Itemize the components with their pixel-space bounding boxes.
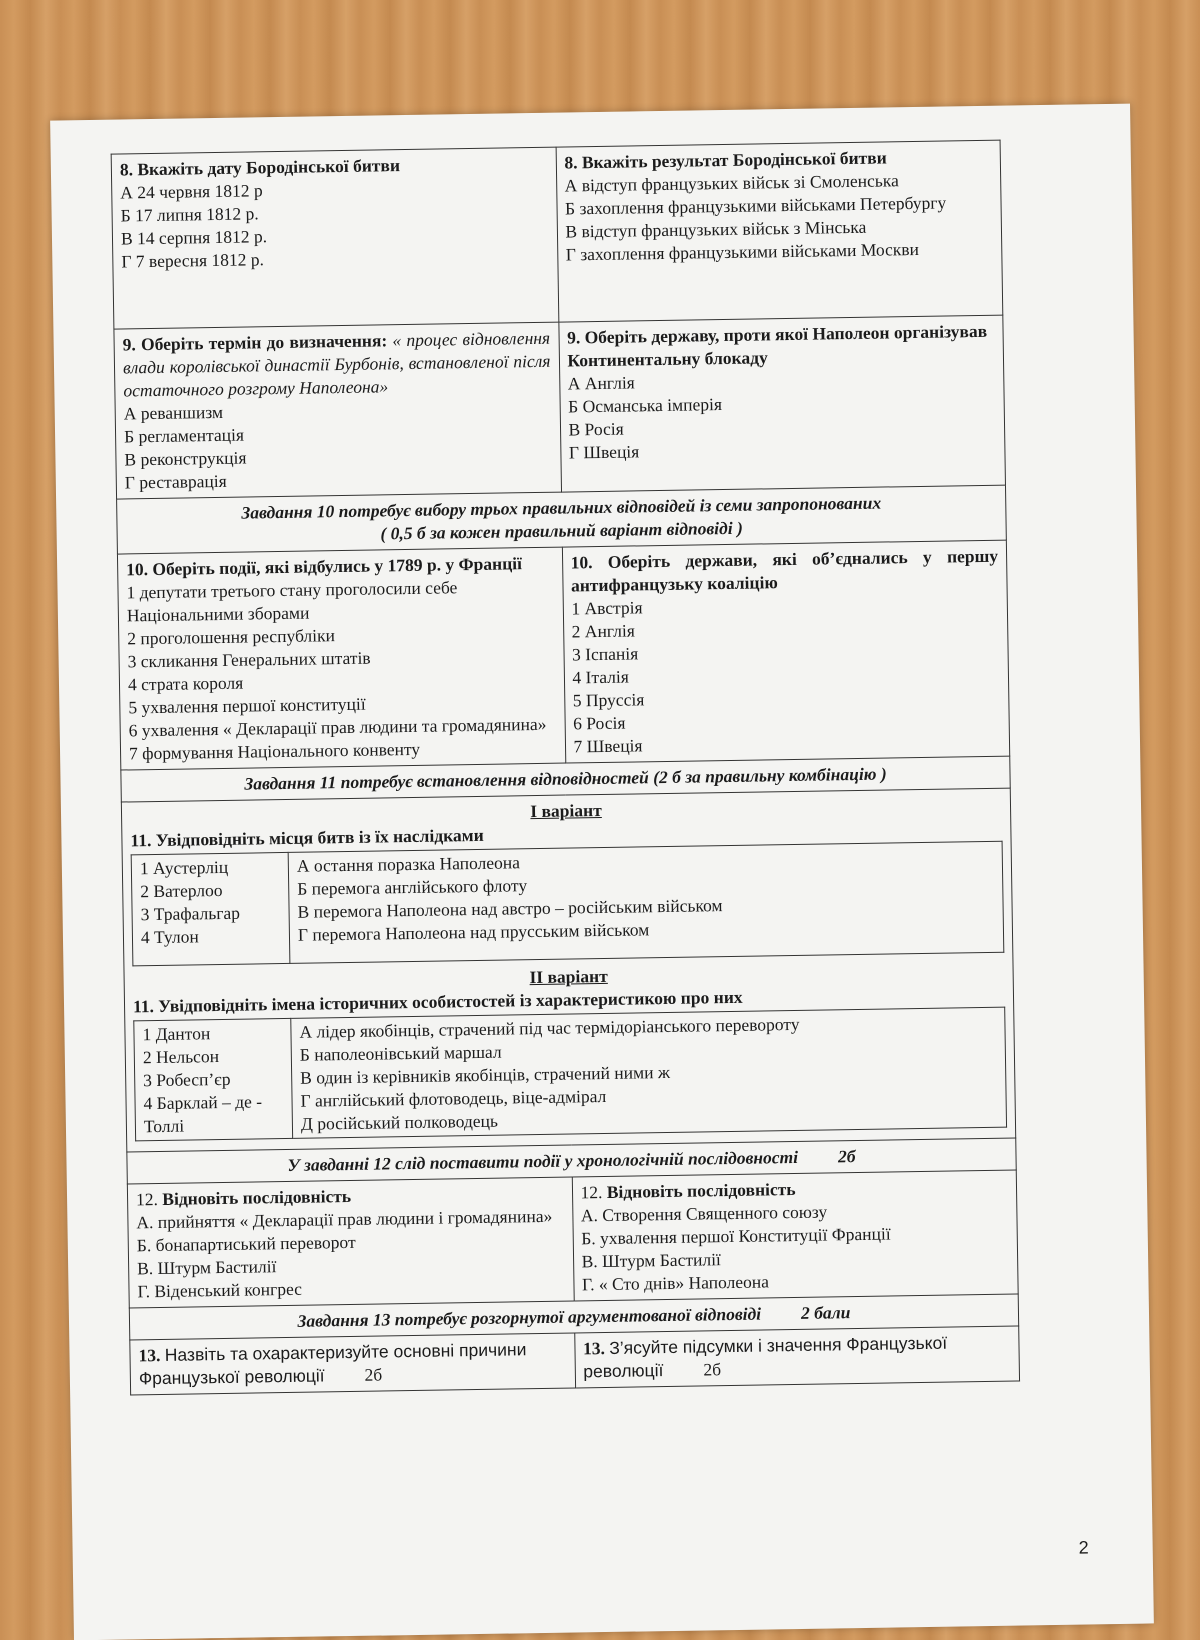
q8-right-option-a: А відступ французьких військ зі Смоленська xyxy=(564,170,899,196)
q9-left-definition: « процес відновлення влади королівської династії Бурбонів, встановленої після остаточного розгрому Наполеона» xyxy=(122,327,551,401)
q13-right-points: 2б xyxy=(703,1359,722,1380)
q8-left-option-a: А 24 червня 1812 р xyxy=(120,180,263,203)
variant-2-right-e: Д російський полководець xyxy=(300,1110,499,1134)
q12-left-title: Відновіть послідовність xyxy=(162,1185,352,1209)
q13-right-text: З’ясуйте підсумки і значення Французької революції xyxy=(583,1332,948,1382)
q13-left-points: 2б xyxy=(364,1364,383,1385)
variant-2-right-column xyxy=(291,1007,1007,1138)
q12-right-option-d: Г. « Сто днів» Наполеона xyxy=(581,1271,770,1295)
variant-2-left-2: 2 Нельсон xyxy=(142,1046,220,1068)
variant-2-match-table xyxy=(133,1007,1007,1142)
paper-sheet xyxy=(50,104,1154,1640)
task-11-cell xyxy=(121,788,1015,1152)
q12-left-option-c: В. Штурм Бастилії xyxy=(137,1256,277,1279)
q8-right-option-c: В відступ французьких військ з Мінська xyxy=(565,216,867,242)
q10-left-option-7: 7 формування Національного конвенту xyxy=(128,738,421,764)
q13-right-num: 13. xyxy=(582,1338,606,1359)
questions-8-9-table xyxy=(111,140,1020,1396)
test-sheet xyxy=(111,140,1020,1396)
q13-left-num: 13. xyxy=(138,1344,161,1366)
q12-left-option-b: Б. бонапартиський переворот xyxy=(136,1231,356,1256)
q9-left-option-b: Б регламентація xyxy=(123,424,245,447)
q12-right-option-b: Б. ухвалення першої Конституції Франції xyxy=(581,1223,891,1249)
q8-right-option-b: Б захоплення французькими військами Петербургу xyxy=(564,192,947,219)
q10-right-option-5: 5 Пруссія xyxy=(572,689,645,711)
banner-task-11: Завдання 11 потребує встановлення відповідностей (2 б за правильну комбінацію ) xyxy=(121,756,1010,802)
q10-left-option-4: 4 страта короля xyxy=(127,672,244,695)
variant-1-right-b: Б перемога англійського флоту xyxy=(297,875,528,899)
q9-right-option-a: А Англія xyxy=(567,372,635,394)
q9-left-option-a: А реваншизм xyxy=(123,401,224,424)
q8-left-cell xyxy=(111,147,558,329)
q12-right-option-c: В. Штурм Бастилії xyxy=(581,1249,721,1272)
q10-right-title: 10. Оберіть держави, які об’єднались у першу антифранцузьку коаліцію xyxy=(570,545,999,596)
variant-2-left-column xyxy=(134,1018,293,1140)
q9-left-option-c: В реконструкція xyxy=(124,447,247,470)
q9-right-option-b: Б Османська імперія xyxy=(568,394,723,417)
q10-left-option-1: 1 депутати третього стану проголосили себе Національними зборами xyxy=(126,577,458,626)
q9-left-cell xyxy=(114,322,561,499)
page-number: 2 xyxy=(1078,1537,1089,1558)
variant-1-right-c: В перемога Наполеона над австро – російським військом xyxy=(297,895,723,922)
q8-right-cell xyxy=(556,140,1003,322)
q12-right-option-a: А. Створення Священного союзу xyxy=(580,1201,828,1226)
q12-left-num: 12. xyxy=(135,1189,159,1210)
q12-left-option-d: Г. Віденський конгрес xyxy=(137,1278,303,1302)
banner-task-13-text: Завдання 13 потребує розгорнутої аргументованої відповіді xyxy=(297,1303,762,1331)
variant-1-title: 11. Увідповідніть місця битв із їх наслідками xyxy=(130,824,484,851)
q10-left-option-3: 3 скликання Генеральних штатів xyxy=(127,647,371,672)
q9-left-option-d: Г реставрація xyxy=(124,470,227,493)
variant-2-left-3: 3 Робесп’єр xyxy=(143,1068,231,1091)
q12-right-cell xyxy=(572,1170,1018,1301)
variant-1-left-1: 1 Аустерліц xyxy=(139,856,229,879)
q10-right-option-4: 4 Італія xyxy=(572,666,629,688)
q13-left-cell xyxy=(130,1333,575,1395)
variant-2-right-c: В один із керівників якобінців, страчений ними ж xyxy=(300,1061,671,1088)
q10-right-option-3: 3 Іспанія xyxy=(571,643,639,665)
q8-right-option-d: Г захоплення французькими військами Москви xyxy=(565,238,920,265)
variant-2-label: ІІ варіант xyxy=(529,965,608,988)
q9-right-cell xyxy=(558,315,1005,492)
variant-1-left-4: 4 Тулон xyxy=(140,926,199,948)
q10-right-cell xyxy=(562,540,1010,763)
variant-1-left-2: 2 Ватерлоо xyxy=(140,879,223,902)
banner-task-12-text: У завданні 12 слід поставити події у хронологічній послідовності xyxy=(287,1146,799,1175)
variant-1-left-3: 3 Трафальгар xyxy=(140,902,241,925)
variant-1-right-column xyxy=(288,841,1004,963)
banner-task-13-points: 2 бали xyxy=(800,1302,851,1323)
q12-left-cell xyxy=(127,1177,573,1308)
variant-1-right-a: А остання поразка Наполеона xyxy=(296,852,521,876)
variant-2-right-a: А лідер якобінців, страчений під час термідоріанського перевороту xyxy=(299,1013,800,1042)
q10-left-cell xyxy=(117,547,565,770)
q10-right-option-7: 7 Швеція xyxy=(573,735,643,757)
variant-2-left-4: 4 Барклай – де - Толлі xyxy=(143,1091,263,1137)
q9-right-title: 9. Оберіть державу, проти якої Наполеон організував Континентальну блокаду xyxy=(566,320,988,371)
variant-2-right-d: Г англійський флотоводець, віце-адмірал xyxy=(300,1085,607,1111)
q9-left-title: 9. Оберіть термін до визначення: xyxy=(122,330,388,355)
variant-1-label: І варіант xyxy=(530,799,602,822)
q12-right-title: Відновіть послідовність xyxy=(606,1179,796,1202)
variant-1-left-column xyxy=(131,852,290,965)
banner-task-10-line1: Завдання 10 потребує вибору трьох правильних відповідей із семи запропонованих xyxy=(241,492,882,523)
variant-2-left-1: 1 Дантон xyxy=(142,1023,211,1045)
q10-left-option-6: 6 ухвалення « Декларації прав людини та громадянина» xyxy=(128,713,547,741)
q8-left-option-b: Б 17 липня 1812 р. xyxy=(120,203,259,226)
q13-left-text: Назвіть та охарактеризуйте основні причини Французької революції xyxy=(138,1339,527,1389)
q12-right-num: 12. xyxy=(580,1182,603,1203)
q8-left-option-d: Г 7 вересня 1812 р. xyxy=(121,249,265,272)
variant-1-match-table xyxy=(131,841,1005,967)
banner-task-10-line2: ( 0,5 б за кожен правильний варіант відповіді ) xyxy=(380,517,743,544)
banner-task-12-points: 2б xyxy=(837,1146,856,1167)
q8-left-title: 8. Вкажіть дату Бородінської битви xyxy=(119,155,401,180)
q9-right-option-c: В Росія xyxy=(568,418,624,440)
q8-left-option-c: В 14 серпня 1812 р. xyxy=(120,226,268,249)
variant-2-title: 11. Увідповідніть імена історичних особистостей із характеристикою про них xyxy=(132,986,743,1017)
variant-1-right-d: Г перемога Наполеона над прусським військом xyxy=(297,919,650,945)
q9-right-option-d: Г Швеція xyxy=(568,441,640,463)
q8-right-title: 8. Вкажіть результат Бородінської битви xyxy=(564,147,887,173)
q10-right-option-1: 1 Австрія xyxy=(571,597,643,619)
q10-right-option-2: 2 Англія xyxy=(571,620,635,642)
variant-2-right-b: Б наполеонівський маршал xyxy=(299,1041,502,1065)
q10-left-option-5: 5 ухвалення першої конституції xyxy=(128,693,366,718)
q12-left-option-a: А. прийняття « Декларації прав людини і громадянина» xyxy=(136,1205,553,1233)
q10-left-option-2: 2 проголошення республіки xyxy=(127,625,336,649)
q10-right-option-6: 6 Росія xyxy=(573,712,626,734)
q10-left-title: 10. Оберіть події, які відбулись у 1789 р. у Франції xyxy=(126,553,523,580)
q13-right-cell xyxy=(574,1326,1019,1388)
